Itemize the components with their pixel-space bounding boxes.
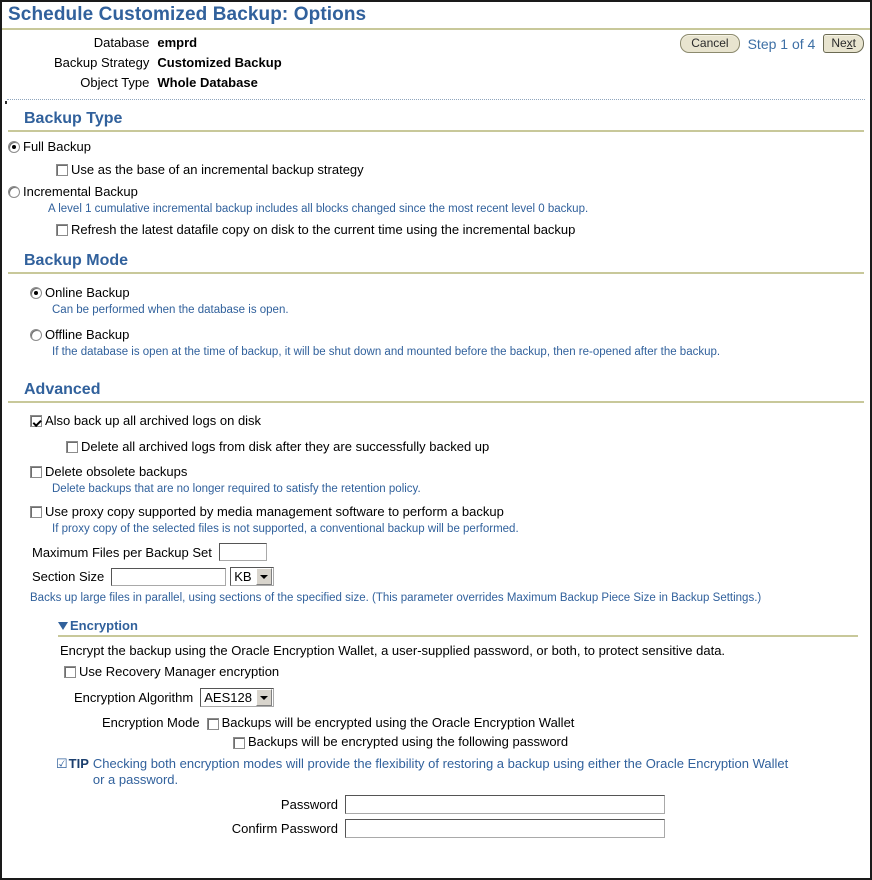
hint-offline-backup: If the database is open at the time of backup, it will be shut down and mounted before the backup, then re-opened after the backup. bbox=[52, 346, 721, 358]
section-advanced bbox=[8, 362, 864, 843]
header-properties-table bbox=[54, 33, 282, 93]
section-backup-type bbox=[8, 100, 864, 242]
radio-offline-backup[interactable] bbox=[30, 329, 42, 341]
section-body-advanced bbox=[8, 403, 864, 843]
label-encryption-mode: Encryption Mode bbox=[102, 715, 200, 730]
header-value-database: emprd bbox=[157, 35, 198, 50]
checkbox-row-delete-obsolete[interactable] bbox=[8, 457, 864, 482]
encryption-algorithm-value: AES128 bbox=[204, 690, 252, 705]
checkbox-archived-logs[interactable] bbox=[30, 415, 42, 427]
encryption-heading-row bbox=[58, 617, 858, 637]
header-label-database: Database bbox=[93, 35, 150, 50]
checkbox-row-proxy-copy[interactable] bbox=[8, 497, 864, 522]
next-button[interactable] bbox=[823, 34, 864, 53]
section-heading-advanced: Advanced bbox=[8, 362, 864, 403]
label-incremental-backup: Incremental Backup bbox=[23, 184, 138, 199]
next-button-label-post: t bbox=[852, 36, 856, 50]
label-encrypt-with-wallet: Backups will be encrypted using the Oracle Encryption Wallet bbox=[221, 715, 575, 730]
radio-row-full-backup[interactable] bbox=[8, 137, 864, 157]
checkbox-row-base-incremental[interactable] bbox=[8, 157, 864, 180]
password-block bbox=[8, 788, 864, 841]
checkbox-delete-obsolete[interactable] bbox=[30, 466, 42, 478]
header-value-backup-strategy: Customized Backup bbox=[157, 55, 282, 70]
confirm-password-input[interactable] bbox=[345, 819, 665, 838]
tip-row bbox=[8, 752, 864, 788]
radio-incremental-backup[interactable] bbox=[8, 186, 20, 198]
header-row-object-type bbox=[54, 73, 282, 93]
step-indicator: Step 1 of 4 bbox=[747, 35, 816, 52]
next-button-accesskey: x bbox=[846, 36, 853, 50]
radio-row-online-backup[interactable] bbox=[8, 283, 864, 303]
encryption-heading: Encryption bbox=[70, 618, 138, 633]
header-row-backup-strategy bbox=[54, 53, 282, 73]
label-confirm-password: Confirm Password bbox=[231, 821, 338, 836]
hint-proxy-copy: If proxy copy of the selected files is not supported, a conventional backup will be performed. bbox=[52, 523, 519, 535]
encryption-description: Encrypt the backup using the Oracle Encryption Wallet, a user-supplied password, or both, to protect sensitive data. bbox=[60, 643, 726, 658]
label-base-incremental: Use as the base of an incremental backup strategy bbox=[71, 162, 364, 177]
cancel-button[interactable]: Cancel bbox=[680, 34, 739, 53]
subsection-encryption bbox=[8, 606, 864, 841]
section-backup-mode bbox=[8, 242, 864, 362]
label-archived-logs: Also back up all archived logs on disk bbox=[45, 413, 262, 428]
checkbox-proxy-copy[interactable] bbox=[30, 506, 42, 518]
field-row-encryption-algorithm bbox=[8, 682, 864, 710]
section-body-backup-mode bbox=[8, 274, 864, 362]
label-offline-backup: Offline Backup bbox=[45, 327, 130, 342]
radio-row-incremental-backup[interactable] bbox=[8, 180, 864, 202]
hint-section-size: Backs up large files in parallel, using sections of the specified size. (This parameter overrides Maximum Backup Piece Size in Backup Settings.) bbox=[30, 592, 762, 604]
left-edge-marker bbox=[5, 101, 7, 104]
tip-text: Checking both encryption modes will provide the flexibility of restoring a backup using either the Oracle Encryption Wallet or a password. bbox=[92, 756, 789, 787]
checkbox-refresh-datafile-copy[interactable] bbox=[56, 224, 68, 236]
header-label-backup-strategy: Backup Strategy bbox=[54, 55, 150, 70]
chevron-down-icon-algorithm bbox=[256, 689, 272, 706]
chevron-down-icon bbox=[256, 568, 272, 585]
header-label-object-type: Object Type bbox=[80, 75, 150, 90]
hint-delete-obsolete: Delete backups that are no longer required to satisfy the retention policy. bbox=[52, 483, 421, 495]
header-value-object-type: Whole Database bbox=[157, 75, 258, 90]
section-size-input[interactable] bbox=[111, 568, 226, 586]
label-delete-archived-logs: Delete all archived logs from disk after they are successfully backed up bbox=[81, 439, 490, 454]
password-input[interactable] bbox=[345, 795, 665, 814]
hint-online-backup: Can be performed when the database is open. bbox=[52, 304, 289, 316]
label-encrypt-with-password: Backups will be encrypted using the following password bbox=[248, 734, 569, 749]
section-size-unit-value: KB bbox=[234, 569, 252, 584]
label-delete-obsolete: Delete obsolete backups bbox=[45, 464, 188, 479]
field-row-confirm-password bbox=[8, 817, 864, 841]
max-files-input[interactable] bbox=[219, 543, 267, 561]
checkbox-use-rman-encryption[interactable] bbox=[64, 666, 76, 678]
field-row-encryption-mode-wallet bbox=[8, 710, 864, 733]
checkbox-base-incremental[interactable] bbox=[56, 164, 68, 176]
section-body-backup-type bbox=[8, 132, 864, 242]
tip-word: TIP bbox=[68, 756, 89, 771]
encryption-algorithm-select[interactable] bbox=[200, 688, 274, 707]
header-region bbox=[2, 30, 870, 99]
checkbox-delete-archived-logs[interactable] bbox=[66, 441, 78, 453]
field-row-encryption-mode-password bbox=[8, 733, 864, 752]
page-title: Schedule Customized Backup: Options bbox=[2, 2, 870, 30]
label-online-backup: Online Backup bbox=[45, 285, 130, 300]
field-row-password bbox=[8, 792, 864, 817]
label-encryption-algorithm: Encryption Algorithm bbox=[74, 690, 194, 705]
checkbox-encrypt-with-password[interactable] bbox=[233, 737, 245, 749]
radio-full-backup[interactable] bbox=[8, 141, 20, 153]
section-heading-backup-mode: Backup Mode bbox=[8, 242, 864, 274]
header-row-database bbox=[54, 33, 282, 53]
next-button-label-pre: Ne bbox=[831, 36, 847, 50]
radio-row-offline-backup[interactable] bbox=[8, 318, 864, 345]
radio-online-backup[interactable] bbox=[30, 287, 42, 299]
section-heading-backup-type: Backup Type bbox=[8, 100, 864, 132]
checkbox-row-archived-logs[interactable] bbox=[8, 411, 864, 431]
label-section-size: Section Size bbox=[32, 569, 105, 584]
checkbox-encrypt-with-wallet[interactable] bbox=[207, 718, 219, 730]
checkbox-row-refresh-datafile-copy[interactable] bbox=[8, 217, 864, 240]
field-row-max-files bbox=[8, 537, 864, 564]
checkbox-row-delete-archived-logs[interactable] bbox=[8, 431, 864, 457]
field-row-section-size bbox=[8, 564, 864, 589]
label-max-files: Maximum Files per Backup Set bbox=[32, 544, 212, 560]
section-size-unit-select[interactable] bbox=[230, 567, 273, 586]
label-use-rman-encryption: Use Recovery Manager encryption bbox=[79, 664, 280, 679]
label-password: Password bbox=[280, 797, 338, 812]
chevron-down-icon-encryption[interactable] bbox=[58, 622, 68, 630]
label-refresh-datafile-copy: Refresh the latest datafile copy on disk to the current time using the incremental backup bbox=[71, 222, 576, 237]
label-proxy-copy: Use proxy copy supported by media management software to perform a backup bbox=[45, 504, 504, 519]
hint-incremental-backup: A level 1 cumulative incremental backup includes all blocks changed since the most recent level 0 backup. bbox=[48, 203, 589, 215]
label-full-backup: Full Backup bbox=[23, 139, 91, 154]
header-actions bbox=[680, 34, 864, 53]
checkbox-row-use-rman-encryption[interactable] bbox=[8, 660, 864, 682]
tip-icon: ☑ bbox=[56, 756, 68, 771]
